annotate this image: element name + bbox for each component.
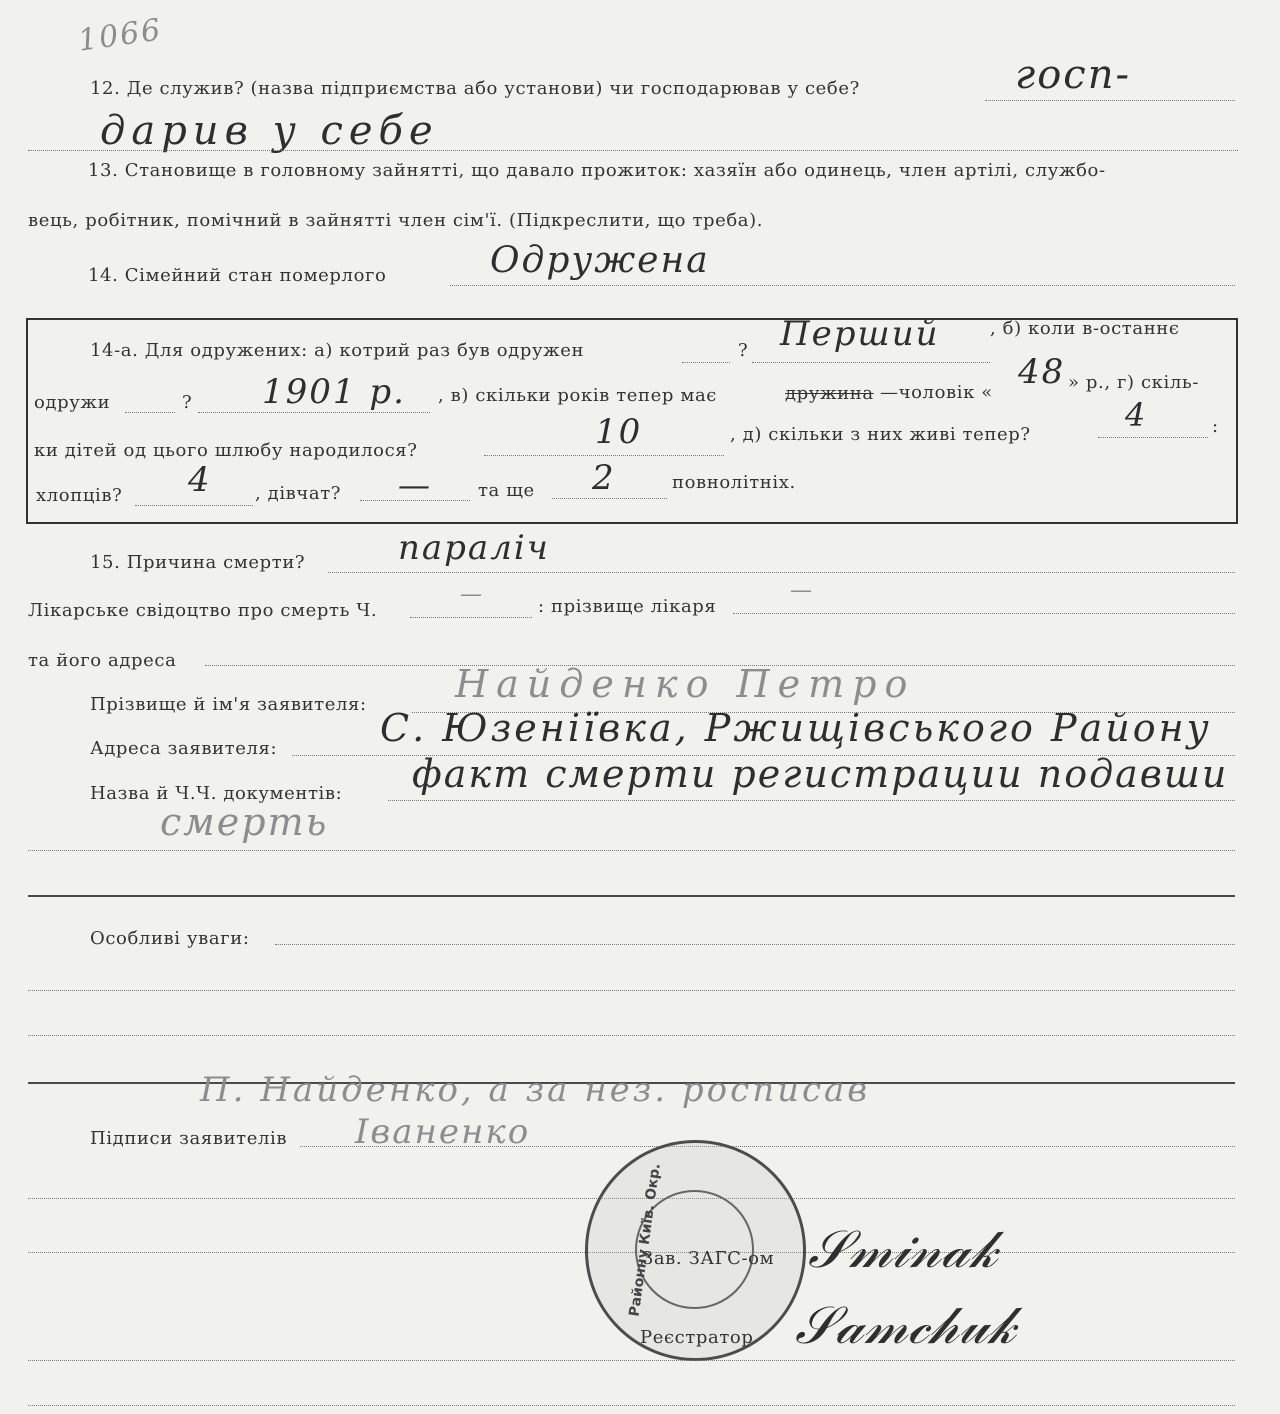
applicant-docs-line [388,800,1235,801]
q14a-line-a2 [752,362,990,363]
zags-head-label: Зав. ЗАГС-ом [642,1248,775,1269]
q14-label: 14. Сімейний стан померлого [88,265,387,286]
q14a-answer-more: 2 [592,458,616,498]
q14a-label-v2: —чоловік « [880,382,993,403]
doctor-name-line [733,613,1235,614]
q13-label-1: 13. Становище в головному зайнятті, що давало прожиток: хазяїн або одинець, член артілі, службо- [88,160,1106,181]
doctor-addr-label: та його адреса [28,650,177,671]
q15-label: 15. Причина смерти? [90,552,306,573]
signatures-line-1 [300,1146,1235,1147]
registrar-line [28,1360,1235,1361]
section-divider-1 [28,895,1235,897]
registrar-label: Реєстратор [640,1327,754,1348]
q14a-colon: : [1212,416,1219,437]
q15-line [328,572,1235,573]
q14a-answer-a: Перший [780,314,940,354]
doctor-cert-label: Лікарське свідоцтво про смерть Ч. [28,600,378,621]
q14a-label-girls: , дівчат? [255,483,342,504]
q12-label: 12. Де служив? (назва підприємства або установи) чи господарював у себе? [90,78,860,99]
q14-answer: Одружена [490,240,710,281]
q14a-answer-girls: — [398,466,432,504]
applicant-docs-value-2: смерть [160,800,329,844]
applicant-addr-label: Адреса заявителя: [90,738,278,759]
notes-line-3 [28,1035,1235,1036]
applicant-docs-label: Назва й Ч.Ч. документів: [90,783,343,804]
q14a-label-odr: одружи [34,392,111,413]
q12-line-1 [985,100,1235,101]
q14a-line-more [552,498,667,499]
q14a-label-d: , д) скільки з них живі тепер? [730,424,1031,445]
applicant-docs-value-1: факт смерти регистрации подавши [412,752,1229,796]
q14a-answer-g: 10 [595,412,643,452]
notes-line-1 [275,944,1235,945]
registrar-signature: 𝒮𝒶𝓂𝒸𝒽𝓊𝓀 [795,1296,1016,1356]
zags-head-signature: 𝒮𝓂𝒾𝓃𝒶𝓀 [808,1220,998,1280]
signatures-label: Підписи заявителів [90,1128,288,1149]
official-stamp-text: Районну Київ. Окр. [626,1162,664,1318]
signature-note-1: П. Найденко, а за нез. росписав [200,1070,871,1110]
q14a-label-v3: » р., г) скіль- [1068,372,1200,393]
q14-line [450,285,1235,286]
q14a-label-boys: хлопців? [36,485,123,506]
q12-answer-2: дарив у себе [100,108,439,154]
q14a-line-boys [135,505,253,506]
applicant-name-label: Прізвище й ім'я заявителя: [90,694,367,715]
q14a-line-g [484,455,724,456]
q14a-label-more: та ще [478,480,535,501]
q14a-line-a [682,362,730,363]
q14a-line-d [1098,437,1208,438]
q14a-label-a: 14-а. Для одружених: а) котрий раз був одружен [90,340,585,361]
q14a-qmark-1: ? [738,340,749,361]
q12-line-2 [28,150,1238,151]
q14a-label-b: , б) коли в-останнє [990,318,1180,339]
applicant-docs-line-2 [28,850,1235,851]
q14a-answer-d: 4 [1125,396,1148,434]
doctor-cert-line [410,617,532,618]
q15-answer: параліч [398,528,550,568]
doctor-name-value: — [790,578,814,603]
applicant-addr-value: С. Юзеніївка, Ржищівського Району [380,706,1212,750]
q14a-label-g: ки дітей од цього шлюбу народилося? [34,440,418,461]
notes-label: Особливі уваги: [90,928,250,949]
q13-label-2: вець, робітник, помічний в зайнятті член сім'ї. (Підкреслити, що треба). [28,210,764,231]
q14a-label-v: , в) скільки років тепер має [438,385,717,406]
q14a-answer-v: 48 [1018,352,1066,392]
applicant-name-value: Найденко Петро [455,662,916,706]
q14a-qmark-2: ? [182,392,193,413]
notes-line-2 [28,990,1235,991]
q14a-struck-word: дружина [785,383,874,404]
q14a-label-adult: повнолітніх. [672,472,796,493]
signature-note-2: Іваненко [355,1112,531,1152]
doctor-cert-value: — [460,582,484,607]
q14a-answer-boys: 4 [188,460,212,500]
q12-answer-1: госп- [1015,52,1131,98]
q14a-line-b2 [198,412,430,413]
margin-note: 1066 [75,12,165,59]
bottom-line [28,1405,1235,1406]
q14a-answer-b: 1901 р. [262,372,406,412]
doctor-name-label: : прізвище лікаря [538,596,717,617]
q14a-line-b1 [125,412,175,413]
